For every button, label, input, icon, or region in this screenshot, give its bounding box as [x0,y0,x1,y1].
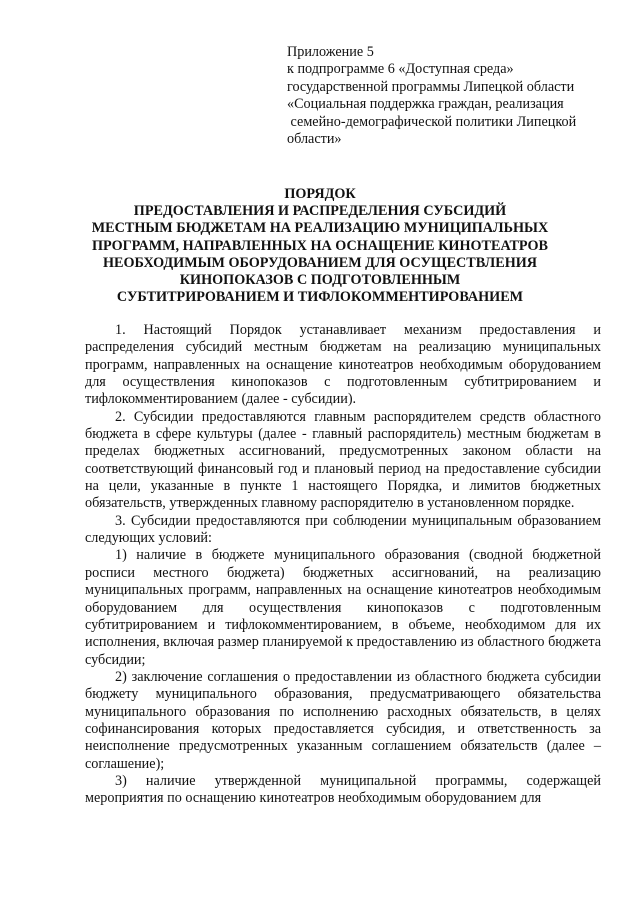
paragraph: 3. Субсидии предоставляются при соблюдении муниципальным образованием следующих условий: [85,512,601,547]
paragraph: 2. Субсидии предоставляются главным распорядителем средств областного бюджета в сфере культуры (далее - главный распорядитель) местным бюджетам в пределах бюджетных ассигнований, предусмотренных законом области на соответствующий финансовый год и плановый период на предоставление субсидии на цели, указанные в пункте 1 настоящего Порядка, и лимитов бюджетных обязательств, утвержденных главному распорядителю в установленном порядке. [85,408,601,512]
paragraph: 3) наличие утвержденной муниципальной программы, содержащей мероприятия по оснащению кинотеатров необходимым оборудованием для [85,772,601,807]
title-line: ПРЕДОСТАВЛЕНИЯ И РАСПРЕДЕЛЕНИЯ СУБСИДИЙ [133,203,507,220]
title-line: МЕСТНЫМ БЮДЖЕТАМ НА РЕАЛИЗАЦИЮ МУНИЦИПАЛЬНЫХ [91,220,549,237]
title-line: НЕОБХОДИМЫМ ОБОРУДОВАНИЕМ ДЛЯ ОСУЩЕСТВЛЕНИЯ [102,254,538,271]
appendix-line: «Социальная поддержка граждан, реализация [287,96,564,113]
title-line: ПРОГРАММ, НАПРАВЛЕННЫХ НА ОСНАЩЕНИЕ КИНОТЕАТРОВ [91,237,548,254]
title-line: ПОРЯДОК [284,186,356,202]
appendix-line: Приложение 5 [287,44,374,60]
appendix-line: области» [287,131,342,148]
document-title [90,186,550,306]
appendix-line: государственной программы Липецкой области [287,78,575,95]
paragraph: 1. Настоящий Порядок устанавливает механизм предоставления и распределения субсидий местным бюджетам на реализацию муниципальных программ, направленных на оснащение кинотеатров необходимым оборудованием для осуществления кинопоказов с подготовленным субтитрированием и тифлокомментированием (далее - субсидии). [85,322,601,408]
paragraph: 1) наличие в бюджете муниципального образования (сводной бюджетной росписи местного бюджета) бюджетных ассигнований, на реализацию муниципальных программ, направленных на оснащение кинотеатров необходимым оборудованием для осуществления кинопоказов с подготовленным субтитрированием и тифлокомментированием, в объеме, необходимом для их исполнения, включая размер планируемой к предоставлению из областного бюджета субсидии; [85,547,601,668]
appendix-line: к подпрограмме 6 «Доступная среда» [287,61,514,78]
appendix-line: семейно-демографической политики Липецкой [287,113,577,130]
paragraph: 2) заключение соглашения о предоставлении из областного бюджета субсидии бюджету муниципального образования, предусматривающего обязательства муниципального образования по исполнению расходных обязательств, в целях софинансирования которых предоставляется субсидия, и ответственность за неисполнение предусмотренных указанным соглашением обязательств (далее – соглашение); [85,668,601,772]
document-body [85,322,601,808]
appendix-note [287,44,627,148]
title-line: СУБТИТРИРОВАНИЕМ И ТИФЛОКОММЕНТИРОВАНИЕМ [116,289,524,306]
title-line: КИНОПОКАЗОВ С ПОДГОТОВЛЕННЫМ [179,272,461,289]
